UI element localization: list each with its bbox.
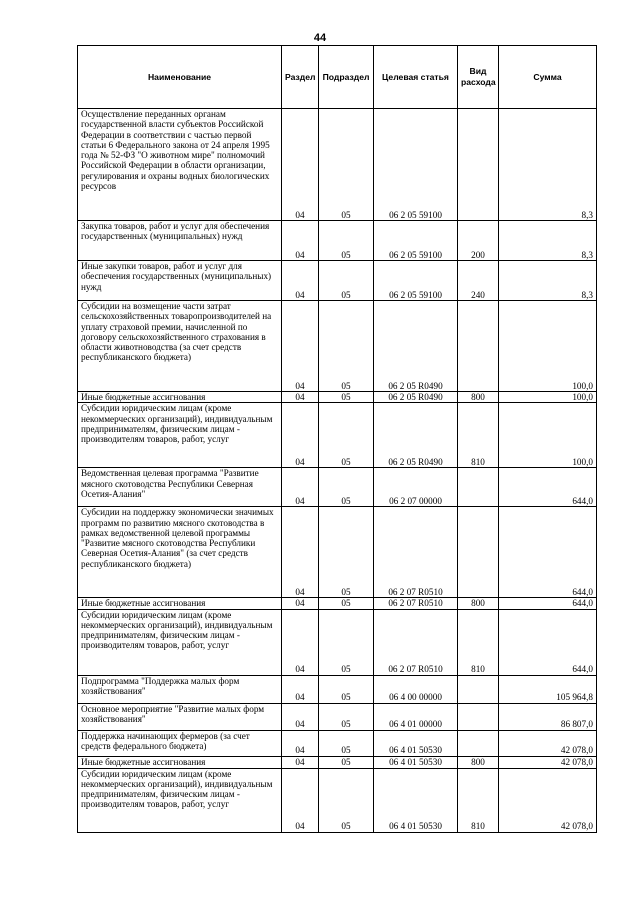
cell-kind: 810 xyxy=(458,609,499,675)
table-row xyxy=(78,609,597,675)
cell-section: 04 xyxy=(282,468,319,507)
cell-sum: 100,0 xyxy=(499,301,597,392)
cell-sum: 644,0 xyxy=(499,609,597,675)
table-row xyxy=(78,109,597,221)
cell-subsection: 05 xyxy=(319,109,374,221)
cell-section: 04 xyxy=(282,507,319,598)
cell-kind xyxy=(458,507,499,598)
cell-subsection: 05 xyxy=(319,507,374,598)
cell-target: 06 2 05 59100 xyxy=(374,109,458,221)
cell-subsection: 05 xyxy=(319,730,374,756)
cell-name: Иные бюджетные ассигнования xyxy=(78,392,282,403)
table-row xyxy=(78,261,597,301)
cell-sum: 105 964,8 xyxy=(499,675,597,703)
cell-name: Поддержка начинающих фермеров (за счет средств федерального бюджета) xyxy=(78,730,282,756)
cell-sum: 644,0 xyxy=(499,507,597,598)
cell-sum: 644,0 xyxy=(499,598,597,609)
cell-subsection: 05 xyxy=(319,703,374,730)
cell-kind: 810 xyxy=(458,403,499,468)
cell-target: 06 2 07 R0510 xyxy=(374,507,458,598)
cell-subsection: 05 xyxy=(319,598,374,609)
cell-section: 04 xyxy=(282,675,319,703)
cell-section: 04 xyxy=(282,703,319,730)
table-row xyxy=(78,756,597,768)
cell-section: 04 xyxy=(282,403,319,468)
cell-name: Закупка товаров, работ и услуг для обеспечения государственных (муниципальных) нужд xyxy=(78,221,282,261)
cell-subsection: 05 xyxy=(319,221,374,261)
cell-kind xyxy=(458,301,499,392)
cell-target: 06 2 07 00000 xyxy=(374,468,458,507)
cell-target: 06 2 05 R0490 xyxy=(374,392,458,403)
table-row xyxy=(78,703,597,730)
cell-name: Осуществление переданных органам государственной власти субъектов Российской Федерации в соответствии с частью первой статьи 6 Федерального закона от 24 апреля 1995 года № 52-ФЗ "О животном мире" полномочий Российской Федерации в области организации, регулирования и охраны водных биологических ресурсов xyxy=(78,109,282,221)
cell-subsection: 05 xyxy=(319,468,374,507)
cell-sum: 42 078,0 xyxy=(499,768,597,832)
cell-kind xyxy=(458,730,499,756)
cell-target: 06 4 00 00000 xyxy=(374,675,458,703)
header-name: Наименование xyxy=(78,46,282,109)
cell-section: 04 xyxy=(282,598,319,609)
cell-name: Ведомственная целевая программа "Развитие мясного скотоводства Республики Северная Осетия-Алания" xyxy=(78,468,282,507)
cell-target: 06 4 01 00000 xyxy=(374,703,458,730)
cell-section: 04 xyxy=(282,730,319,756)
cell-name: Иные бюджетные ассигнования xyxy=(78,756,282,768)
cell-section: 04 xyxy=(282,261,319,301)
cell-subsection: 05 xyxy=(319,675,374,703)
cell-name: Субсидии на возмещение части затрат сельскохозяйственных товаропроизводителей на уплату страховой премии, начисленной по договору сельскохозяйственного страхования в области животноводства (за счет средств республиканского бюджета) xyxy=(78,301,282,392)
cell-subsection: 05 xyxy=(319,301,374,392)
cell-target: 06 4 01 50530 xyxy=(374,756,458,768)
table-row xyxy=(78,675,597,703)
cell-sum: 42 078,0 xyxy=(499,730,597,756)
cell-section: 04 xyxy=(282,756,319,768)
table-row xyxy=(78,221,597,261)
cell-target: 06 4 01 50530 xyxy=(374,730,458,756)
cell-section: 04 xyxy=(282,392,319,403)
cell-sum: 8,3 xyxy=(499,221,597,261)
table-row xyxy=(78,598,597,609)
table-row xyxy=(78,468,597,507)
cell-sum: 100,0 xyxy=(499,392,597,403)
cell-kind: 800 xyxy=(458,598,499,609)
cell-subsection: 05 xyxy=(319,261,374,301)
header-target: Целевая статья xyxy=(374,46,458,109)
table-header-row xyxy=(78,46,597,109)
table-row xyxy=(78,301,597,392)
header-subsection: Подраздел xyxy=(319,46,374,109)
cell-target: 06 2 05 R0490 xyxy=(374,403,458,468)
cell-sum: 100,0 xyxy=(499,403,597,468)
cell-name: Субсидии на поддержку экономически значимых программ по развитию мясного скотоводства в рамках ведомственной целевой программы "Развитие мясного скотоводства Республики Северная Осетия-Алания" (за счет средств республиканского бюджета) xyxy=(78,507,282,598)
cell-kind xyxy=(458,703,499,730)
table-row xyxy=(78,403,597,468)
cell-kind xyxy=(458,468,499,507)
cell-name: Основное мероприятие "Развитие малых форм хозяйствования" xyxy=(78,703,282,730)
page-number: 44 xyxy=(313,32,327,44)
cell-subsection: 05 xyxy=(319,768,374,832)
cell-kind xyxy=(458,675,499,703)
cell-target: 06 2 05 59100 xyxy=(374,261,458,301)
cell-name: Иные бюджетные ассигнования xyxy=(78,598,282,609)
cell-sum: 42 078,0 xyxy=(499,756,597,768)
cell-kind xyxy=(458,109,499,221)
cell-sum: 8,3 xyxy=(499,109,597,221)
cell-section: 04 xyxy=(282,609,319,675)
table-row xyxy=(78,768,597,832)
cell-sum: 86 807,0 xyxy=(499,703,597,730)
cell-name: Иные закупки товаров, работ и услуг для обеспечения государственных (муниципальных) нужд xyxy=(78,261,282,301)
header-section: Раздел xyxy=(282,46,319,109)
cell-name: Субсидии юридическим лицам (кроме некоммерческих организаций), индивидуальным предпринимателям, физическим лицам - производителям товаров, работ, услуг xyxy=(78,768,282,832)
cell-kind: 800 xyxy=(458,392,499,403)
header-sum: Сумма xyxy=(499,46,597,109)
cell-subsection: 05 xyxy=(319,392,374,403)
cell-sum: 8,3 xyxy=(499,261,597,301)
cell-section: 04 xyxy=(282,768,319,832)
cell-name: Подпрограмма "Поддержка малых форм хозяйствования" xyxy=(78,675,282,703)
cell-name: Субсидии юридическим лицам (кроме некоммерческих организаций), индивидуальным предпринимателям, физическим лицам - производителям товаров, работ, услуг xyxy=(78,609,282,675)
cell-target: 06 2 07 R0510 xyxy=(374,609,458,675)
cell-subsection: 05 xyxy=(319,609,374,675)
cell-target: 06 2 07 R0510 xyxy=(374,598,458,609)
cell-target: 06 2 05 R0490 xyxy=(374,301,458,392)
table-row xyxy=(78,392,597,403)
header-kind: Вид расхода xyxy=(458,46,499,109)
cell-section: 04 xyxy=(282,109,319,221)
cell-target: 06 4 01 50530 xyxy=(374,768,458,832)
cell-kind: 240 xyxy=(458,261,499,301)
table-row xyxy=(78,507,597,598)
cell-kind: 810 xyxy=(458,768,499,832)
budget-table xyxy=(77,45,597,833)
cell-name: Субсидии юридическим лицам (кроме некоммерческих организаций), индивидуальным предпринимателям, физическим лицам - производителям товаров, работ, услуг xyxy=(78,403,282,468)
table-body xyxy=(78,109,597,833)
cell-kind: 800 xyxy=(458,756,499,768)
table-row xyxy=(78,730,597,756)
cell-subsection: 05 xyxy=(319,756,374,768)
cell-section: 04 xyxy=(282,221,319,261)
cell-subsection: 05 xyxy=(319,403,374,468)
cell-sum: 644,0 xyxy=(499,468,597,507)
cell-section: 04 xyxy=(282,301,319,392)
cell-target: 06 2 05 59100 xyxy=(374,221,458,261)
cell-kind: 200 xyxy=(458,221,499,261)
